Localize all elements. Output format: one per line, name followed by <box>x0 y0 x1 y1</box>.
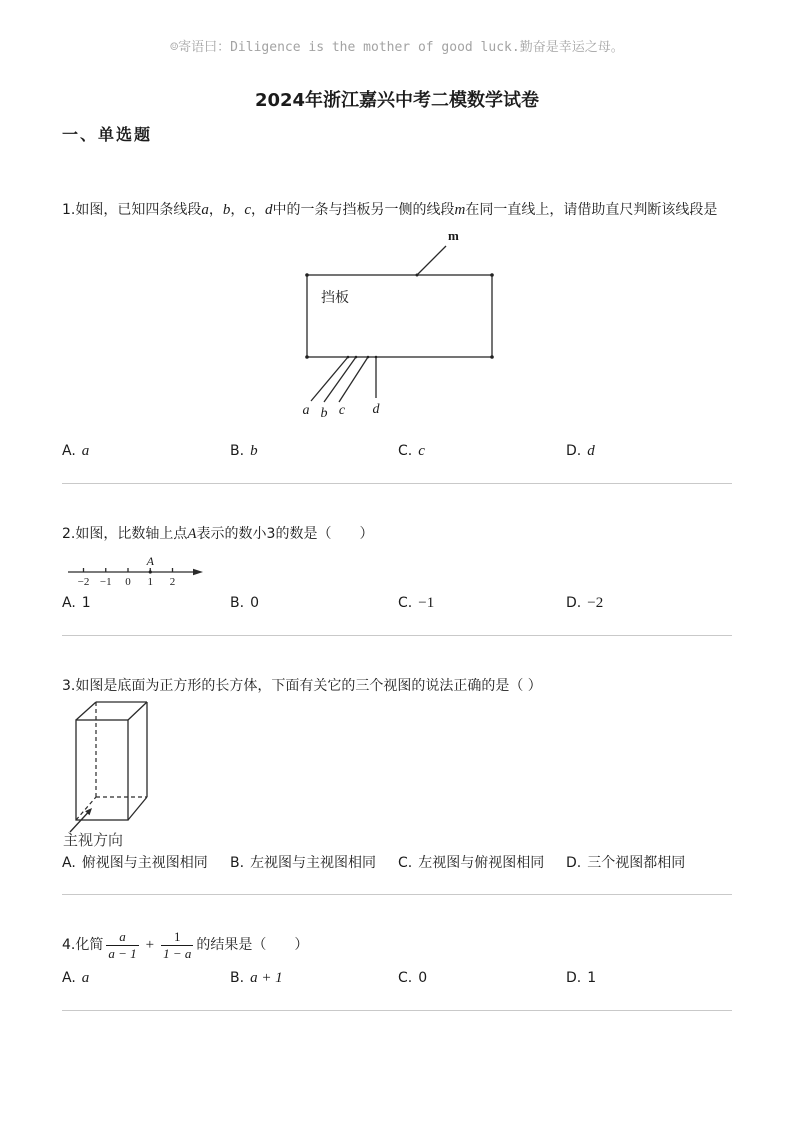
option-c <box>398 593 434 613</box>
option-letter: C. <box>398 855 413 871</box>
question-divider <box>62 635 732 636</box>
segment-b-endpoint <box>355 356 358 359</box>
stem-text: ， <box>208 202 223 218</box>
math-var-b: b <box>222 202 231 218</box>
stem-text: 在同一直线上，请借助直尺判断该线段是 <box>465 202 718 218</box>
option-letter: D. <box>566 595 582 611</box>
option-b <box>230 593 259 613</box>
option-letter: B. <box>230 970 245 986</box>
option-text: a + 1 <box>250 970 283 986</box>
stem-text: 化简 <box>75 937 104 953</box>
view-direction-caption: 主视方向 <box>63 831 124 849</box>
segment-m <box>417 246 446 275</box>
corner-dot <box>305 355 309 359</box>
question-divider <box>62 483 732 484</box>
option-text: 三个视图都相同 <box>587 855 686 871</box>
number-line-figure <box>62 552 207 592</box>
tick-label: 0 <box>125 576 131 588</box>
stem-text: 如图是底面为正方形的长方体，下面有关它的三个视图的说法正确的是（ ） <box>75 678 542 694</box>
option-d <box>566 968 596 988</box>
option-letter: A. <box>62 855 76 871</box>
math-var-d: d <box>265 202 273 218</box>
box-top-left-edge <box>76 702 96 720</box>
math-var-m: m <box>454 202 466 218</box>
stem-text: 中的一条与挡板另一侧的线段 <box>272 202 455 218</box>
option-letter: D. <box>566 855 582 871</box>
question-2-stem <box>62 524 373 544</box>
segment-c-label: c <box>338 403 346 418</box>
fraction-denominator: a − 1 <box>108 945 137 961</box>
cuboid-figure <box>58 695 158 835</box>
question-divider <box>62 894 732 895</box>
question-3-number: 3. <box>62 678 76 694</box>
corner-dot <box>305 273 309 277</box>
baffle-figure <box>295 222 505 422</box>
section-heading: 一、单选题 <box>62 125 153 144</box>
corner-dot <box>490 355 494 359</box>
option-text: c <box>418 443 425 459</box>
option-letter: D. <box>566 970 582 986</box>
option-a <box>62 968 89 988</box>
question-divider <box>62 1010 732 1011</box>
plus-operator: + <box>145 937 155 953</box>
math-var-a: a <box>201 202 209 218</box>
fraction-numerator: 1 <box>174 928 181 944</box>
option-c <box>398 968 427 988</box>
box-front-face <box>76 720 128 820</box>
tick-label: 1 <box>147 576 153 588</box>
question-4-stem <box>62 927 308 963</box>
stem-text: 如图，已知四条线段 <box>75 202 202 218</box>
segment-b-label: b <box>320 406 328 421</box>
option-text: 俯视图与主视图相同 <box>81 855 208 871</box>
question-4-number: 4. <box>62 937 76 953</box>
option-b <box>230 853 376 873</box>
point-a-label: A <box>146 554 154 568</box>
view-direction-arrow <box>70 813 88 833</box>
segment-a-label: a <box>302 403 310 418</box>
math-var-A: A <box>187 526 197 542</box>
option-d <box>566 853 685 873</box>
option-c <box>398 853 544 873</box>
option-text: b <box>250 443 258 459</box>
point-a-dot <box>149 570 152 573</box>
option-text: 0 <box>250 595 259 611</box>
question-1-number: 1. <box>62 202 76 218</box>
math-var-c: c <box>244 202 252 218</box>
header-motto: ☺寄语曰：Diligence is the mother of good luck.勤奋是幸运之母。 <box>170 40 624 55</box>
segment-d-label: d <box>372 402 380 417</box>
stem-text: ， <box>230 202 245 218</box>
fraction-numerator: a <box>119 928 126 944</box>
corner-dot <box>490 273 494 277</box>
tick-label: −2 <box>77 576 90 588</box>
option-letter: D. <box>566 443 582 459</box>
segment-a-endpoint <box>347 356 350 359</box>
stem-text: ， <box>251 202 266 218</box>
box-top-right-edge <box>128 702 147 720</box>
option-letter: B. <box>230 443 245 459</box>
stem-text: 如图，比数轴上点 <box>75 526 188 542</box>
exam-title: 2024年浙江嘉兴中考二模数学试卷 <box>254 90 540 111</box>
option-c <box>398 441 425 461</box>
option-text: 1 <box>587 970 597 986</box>
baffle-board <box>307 275 492 357</box>
option-letter: C. <box>398 970 413 986</box>
number-line-arrowhead <box>193 569 203 575</box>
option-text: a <box>81 443 90 459</box>
option-text: −2 <box>587 595 604 611</box>
option-letter: A. <box>62 595 76 611</box>
segment-m-label: m <box>448 228 459 243</box>
question-2-number: 2. <box>62 526 76 542</box>
option-letter: A. <box>62 970 76 986</box>
option-text: 1 <box>81 595 91 611</box>
option-a <box>62 441 89 461</box>
option-b <box>230 968 283 988</box>
segment-d-endpoint <box>375 356 378 359</box>
question-3-stem <box>62 676 542 696</box>
tick-label: 2 <box>169 576 176 588</box>
option-letter: A. <box>62 443 76 459</box>
tick-label: −1 <box>99 576 112 588</box>
segment-c <box>339 357 368 402</box>
fraction-2 <box>161 929 193 962</box>
option-letter: C. <box>398 443 413 459</box>
option-text: −1 <box>418 595 435 611</box>
option-letter: B. <box>230 855 245 871</box>
option-text: d <box>587 443 595 459</box>
question-1-stem <box>62 200 717 220</box>
fraction-1 <box>106 929 138 962</box>
option-a <box>62 853 208 873</box>
box-bottom-right-edge <box>128 797 147 820</box>
option-d <box>566 441 595 461</box>
option-text: a <box>81 970 90 986</box>
option-text: 左视图与俯视图相同 <box>418 855 545 871</box>
stem-text: 的结果是（ ） <box>196 937 309 953</box>
option-text: 左视图与主视图相同 <box>250 855 377 871</box>
option-b <box>230 441 258 461</box>
option-text: 0 <box>418 970 428 986</box>
segment-c-endpoint <box>367 356 370 359</box>
segment-m-endpoint <box>416 274 419 277</box>
baffle-label: 挡板 <box>321 290 349 306</box>
fraction-denominator: 1 − a <box>163 945 192 961</box>
option-a <box>62 593 91 613</box>
option-letter: B. <box>230 595 245 611</box>
hidden-edge-diagonal <box>76 797 96 820</box>
option-letter: C. <box>398 595 413 611</box>
option-d <box>566 593 603 613</box>
stem-text: 表示的数小3的数是（ ） <box>196 526 374 542</box>
